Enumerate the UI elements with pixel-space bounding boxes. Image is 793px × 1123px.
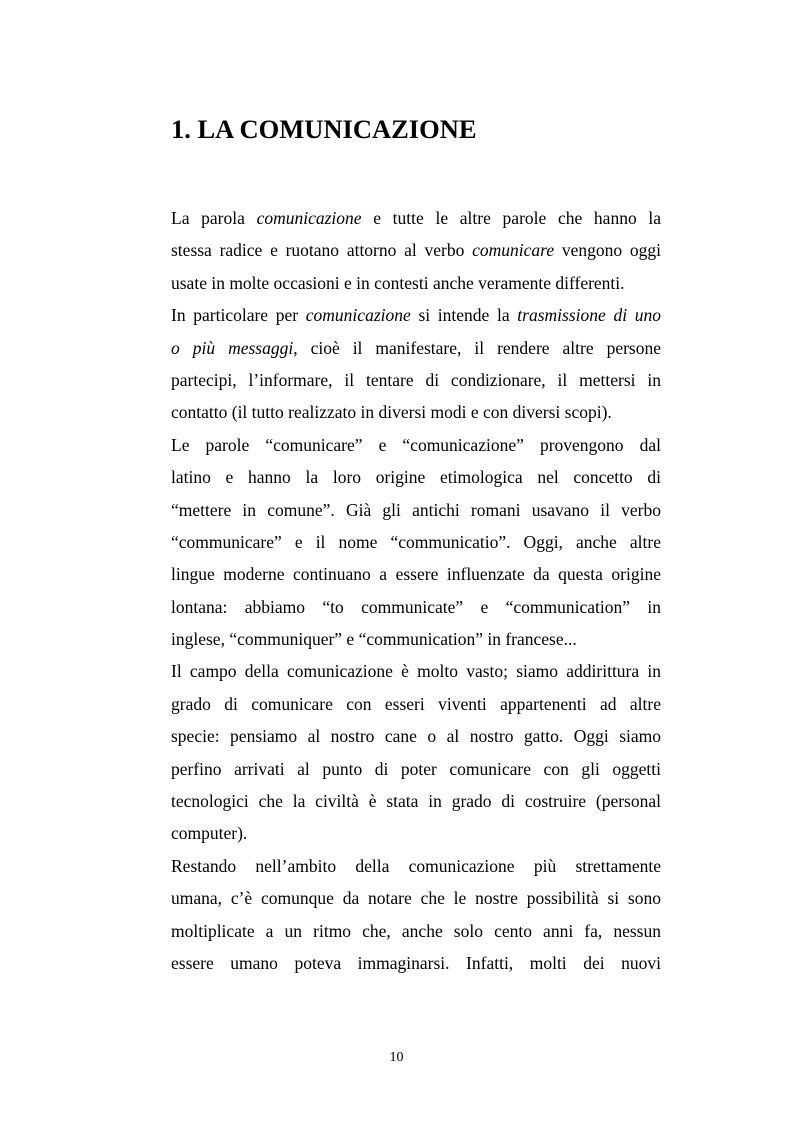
- text-line: [171, 753, 661, 785]
- chapter-title: 1. LA COMUNICAZIONE: [171, 114, 477, 144]
- italic-text: trasmissione di uno: [517, 305, 661, 326]
- text-line: [171, 332, 661, 364]
- text-run: Il campo della comunicazione è molto vasto; siamo addirittura in: [171, 661, 661, 682]
- text-line: [171, 688, 661, 720]
- text-run: e tutte le altre parole che hanno la: [361, 208, 662, 228]
- text-run: partecipi, l’informare, il tentare di condizionare, il mettersi in: [171, 369, 661, 390]
- text-line: [171, 785, 661, 817]
- text-run: inglese, “communiquer” e “communication” in francese...: [171, 629, 577, 650]
- text-run: si intende la: [410, 305, 518, 326]
- text-run: umana, c’è comunque da notare che le nostre possibilità si sono: [171, 888, 661, 909]
- text-line: [171, 817, 661, 849]
- text-run: lingue moderne continuano a essere influenzate da questa origine: [171, 564, 661, 585]
- text-line: [171, 623, 661, 655]
- text-run: In particolare per: [171, 305, 306, 326]
- text-run: usate in molte occasioni e in contesti anche veramente differenti.: [171, 272, 625, 293]
- text-line: [171, 494, 661, 526]
- text-run: vengono oggi: [554, 240, 661, 261]
- text-line: [171, 364, 661, 396]
- text-run: essere umano poteva immaginarsi. Infatti, molti dei nuovi: [171, 952, 661, 973]
- text-line: [171, 299, 661, 331]
- text-line: [171, 558, 661, 590]
- text-run: cioè il manifestare, il rendere altre persone: [297, 337, 662, 358]
- text-line: [171, 720, 661, 752]
- paragraph: [171, 850, 661, 980]
- text-line: [171, 526, 661, 558]
- text-run: Le parole “comunicare” e “comunicazione” provengono dal: [171, 434, 661, 455]
- text-run: specie: pensiamo al nostro cane o al nostro gatto. Oggi siamo: [171, 726, 661, 747]
- text-run: latino e hanno la loro origine etimologica nel concetto di: [171, 467, 661, 488]
- text-run: Restando nell’ambito della comunicazione più strettamente: [171, 855, 661, 876]
- text-run: grado di comunicare con esseri viventi appartenenti ad altre: [171, 693, 661, 714]
- text-line: [171, 655, 661, 687]
- text-line: [171, 591, 661, 623]
- text-run: tecnologici che la civiltà è stata in grado di costruire (personal: [171, 791, 661, 812]
- paragraph: [171, 655, 661, 849]
- paragraph: [171, 299, 661, 429]
- italic-text: o più messaggi,: [171, 337, 298, 358]
- text-run: “communicare” e il nome “communicatio”. Oggi, anche altre: [171, 531, 661, 552]
- italic-text: comunicazione: [256, 208, 362, 228]
- text-run: La parola: [171, 208, 257, 228]
- text-run: computer).: [171, 823, 248, 844]
- text-line: [171, 267, 661, 299]
- paragraph: [171, 202, 661, 299]
- text-line: [171, 429, 661, 461]
- text-line: [171, 947, 661, 979]
- text-run: “mettere in comune”. Già gli antichi romani usavano il verbo: [171, 499, 661, 520]
- text-run: stessa radice e ruotano attorno al verbo: [171, 240, 473, 261]
- italic-text: comunicare: [472, 240, 555, 261]
- text-line: [171, 396, 661, 428]
- text-line: [171, 202, 661, 234]
- text-line: [171, 850, 661, 882]
- text-run: lontana: abbiamo “to communicate” e “communication” in: [171, 596, 661, 617]
- paragraph: [171, 429, 661, 656]
- text-line: [171, 234, 661, 266]
- body-text: [171, 202, 661, 979]
- text-line: [171, 461, 661, 493]
- text-run: contatto (il tutto realizzato in diversi modi e con diversi scopi).: [171, 402, 612, 423]
- page-number: 10: [389, 1050, 404, 1065]
- text-run: perfino arrivati al punto di poter comunicare con gli oggetti: [171, 758, 661, 779]
- italic-text: comunicazione: [305, 305, 411, 326]
- text-line: [171, 882, 661, 914]
- text-line: [171, 915, 661, 947]
- text-run: moltiplicate a un ritmo che, anche solo cento anni fa, nessun: [171, 920, 661, 941]
